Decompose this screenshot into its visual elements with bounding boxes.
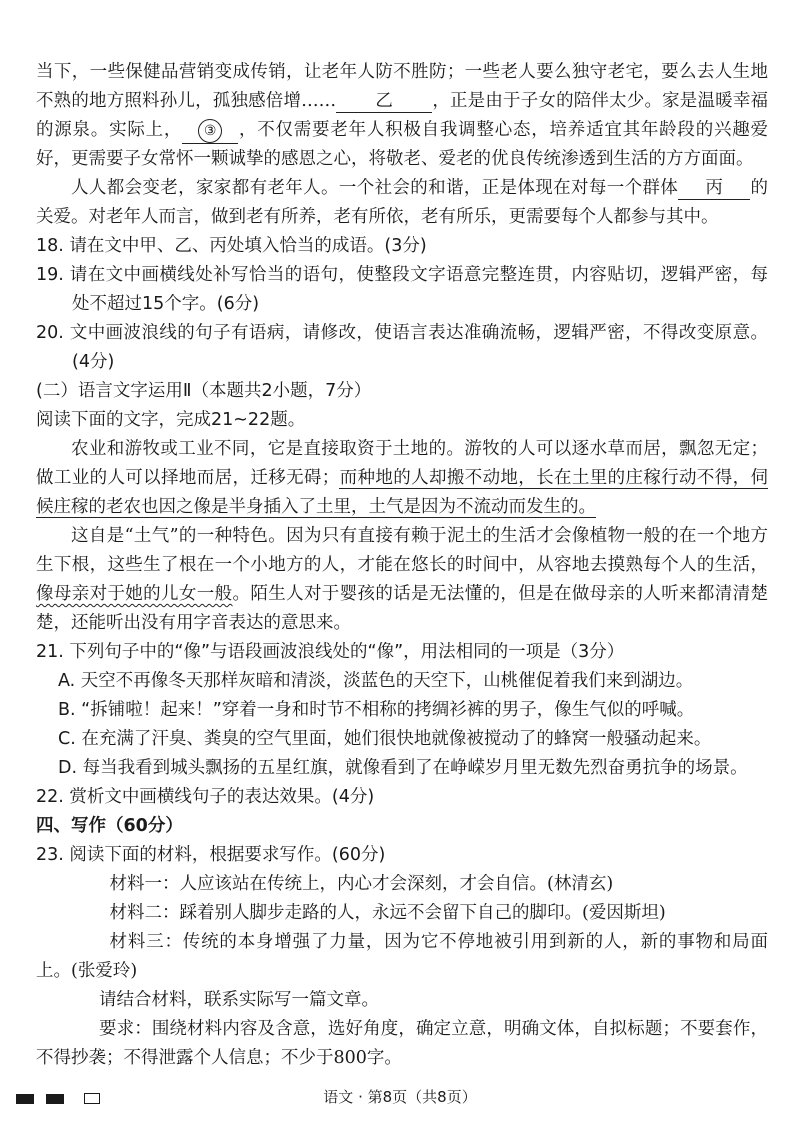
question-19: 19. 请在文中画横线处补写恰当的语句，使整段文字语意完整连贯，内容贴切，逻辑严密，每处不超过15个字。(6分) [36,265,768,314]
question-22: 22. 赏析文中画横线句子的表达效果。(4分) [36,787,375,807]
reading-passage-1: 农业和游牧或工业不同，它是直接取资于土地的。游牧的人可以逐水草而居，飘忽无定；做工业的人可以择地而居，迁移无碍；而种地的人却搬不动地，长在土里的庄稼行动不得，伺候庄稼的老农也因之像是半身插入了土里，土气是因为不流动而发生的。 [36,439,769,517]
blank-bing: 丙 [678,177,750,200]
underlined-sentence: 而种地的人却搬不动地，长在土里的庄稼行动不得，伺候庄稼的老农也因之像是半身插入了土里，土气是因为不流动而发生的。 [36,468,769,517]
writing-requirement: 要求：围绕材料内容及含意，选好角度，确定立意，明确文体，自拟标题；不要套作，不得抄袭；不得泄露个人信息；不少于800字。 [36,1019,768,1068]
section-2-intro: 阅读下面的文字，完成21~22题。 [36,410,306,430]
page-footer [0,1084,800,1114]
option-d: D. 每当我看到城头飘扬的五星红旗，就像看到了在峥嵘岁月里无数先烈奋勇抗争的场景。 [58,758,748,778]
circle-number-3: ③ [198,119,222,143]
section-2-title: (二）语言文字运用Ⅱ（本题共2小题，7分） [36,381,372,401]
material-3: 材料三：传统的本身增强了力量，因为它不停地被引用到新的人，新的事物和局面上。(张爱玲) [36,932,768,981]
material-2: 材料二：踩着别人脚步走路的人，永远不会留下自己的脚印。(爱因斯坦) [109,903,666,923]
reading-passage-2: 这自是“土气”的一种特色。因为只有直接有赖于泥土的生活才会像植物一般的在一个地方生下根，这些生了根在一个小地方的人，才能在悠长的时间中，从容地去摸熟每个人的生活，像母亲对于她的儿女一般。陌生人对于婴孩的话是无法懂的，但是在做母亲的人听来都清清楚楚，还能听出没有用字音表达的意思来。 [36,526,769,633]
passage-paragraph-2: 人人都会变老，家家都有老年人。一个社会的和谐，正是体现在对每一个群体 丙 的关爱。对老年人而言，做到老有所养，老有所依，老有所乐，更需要每个人都参与其中。 [36,178,768,227]
option-a: A. 天空不再像冬天那样灰暗和清淡，淡蓝色的天空下，山桃催促着我们来到湖边。 [58,671,694,691]
page-number-label: 语文 · 第8页（共8页） [323,1088,477,1106]
wavy-underlined-phrase: 像母亲对于她的儿女一般 [36,584,233,604]
material-1: 材料一：人应该站在传统上，内心才会深刻，才会自信。(林清玄) [109,874,614,894]
section-4-title: 四、写作（60分） [36,816,183,836]
question-21-stem: 21. 下列句子中的“像”与语段画波浪线处的“像”，用法相同的一项是（3分） [36,642,625,662]
option-b: B. “拆铺啦！起来！”穿着一身和时节不相称的拷绸衫裤的男子，像生气似的呼喊。 [58,700,695,720]
passage-paragraph-1: 当下，一些保健品营销变成传销，让老年人防不胜防；一些老人要么独守老宅，要么去人生地不熟的地方照料孙儿，孤独感倍增…… 乙 ，正是由于子女的陪伴太少。家是温暖幸福的源泉。实际上， ③ ，不仅需要老年人积极自我调整心态，培养适宜其年龄段的兴趣爱好，更需要子女常怀一颗诚挚的感恩之心，将敬老、爱老的优良传统渗透到生活的方方面面。 [36,62,769,169]
option-c: C. 在充满了汗臭、粪臭的空气里面，她们很快地就像被搅动了的蜂窝一般骚动起来。 [58,729,712,749]
question-23-stem: 23. 阅读下面的材料，根据要求写作。(60分) [36,845,386,865]
blank-yi: 乙 [336,90,432,113]
blank-3 [182,119,238,144]
writing-instruction: 请结合材料，联系实际写一篇文章。 [99,990,379,1010]
question-20: 20. 文中画波浪线的句子有语病，请修改，使语言表达准确流畅，逻辑严密，不得改变原意。(4分) [36,323,768,372]
question-18: 18. 请在文中甲、乙、丙处填入恰当的成语。(3分) [36,236,427,256]
page-content [36,58,768,1073]
